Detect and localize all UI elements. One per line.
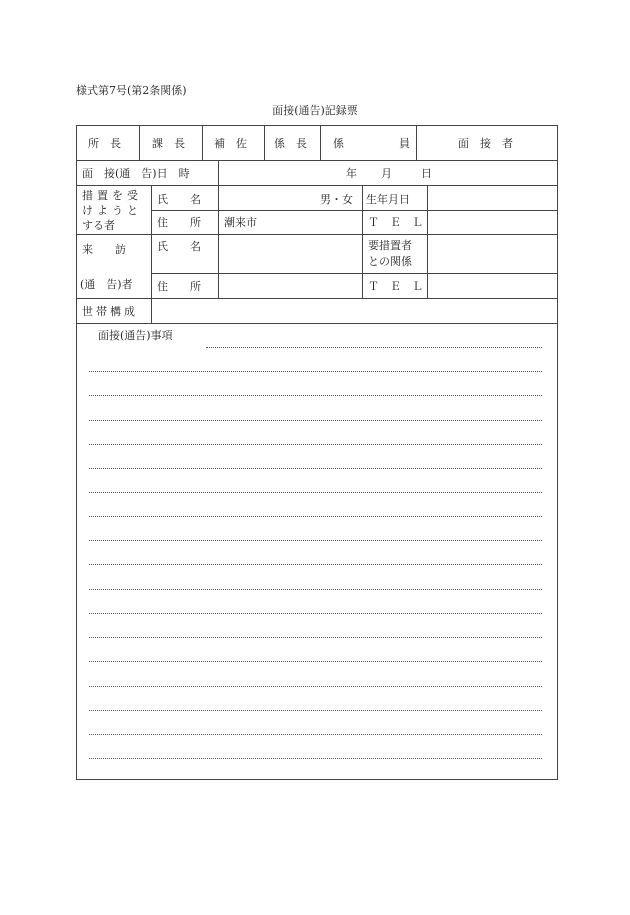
visitor-label-line2: (通 告)者: [80, 278, 133, 291]
col-divider: [151, 185, 152, 323]
col-divider: [427, 185, 428, 298]
subject-gender: 男・女: [320, 193, 353, 206]
visitor-name-label: 氏 名: [157, 240, 201, 253]
subject-name-label: 氏 名: [157, 193, 201, 206]
col-divider: [362, 185, 363, 298]
writing-line: [89, 734, 542, 735]
form-number: 様式第7号(第2条関係): [76, 84, 187, 97]
writing-line: [89, 444, 542, 445]
subject-birthdate-label: 生年月日: [366, 193, 410, 206]
director-cell: 所 長: [88, 137, 121, 150]
writing-line: [89, 540, 542, 541]
matters-label: 面接(通告)事項: [98, 329, 173, 342]
writing-line: [89, 589, 542, 590]
subject-label-line2: けようと: [82, 204, 142, 217]
subject-label-line1: 措置を受: [82, 189, 142, 202]
writing-line: [89, 371, 542, 372]
row-divider: [76, 185, 557, 186]
subject-address-label: 住 所: [157, 216, 201, 229]
writing-line: [89, 686, 542, 687]
visitor-tel-label: Ｔ Ｅ Ｌ: [368, 280, 423, 293]
row-divider: [151, 210, 557, 211]
col-divider: [218, 160, 219, 185]
row-divider: [76, 160, 557, 161]
month-label: 月: [381, 167, 392, 180]
table-border: [76, 125, 558, 780]
col-divider: [416, 125, 417, 160]
form-title: 面接(通告)記録票: [272, 104, 358, 117]
deputy-cell: 補 佐: [214, 137, 247, 150]
year-label: 年: [346, 167, 357, 180]
writing-line: [89, 758, 542, 759]
writing-line: [89, 492, 542, 493]
visitor-relation-line2: との関係: [368, 255, 412, 268]
section-chief-cell: 課 長: [152, 137, 185, 150]
writing-line: [89, 468, 542, 469]
staff-cell: 係 員: [333, 137, 410, 150]
visitor-address-label: 住 所: [157, 280, 201, 293]
col-divider: [139, 125, 140, 160]
writing-line: [89, 564, 542, 565]
subject-tel-label: Ｔ Ｅ Ｌ: [368, 216, 423, 229]
writing-line: [89, 395, 542, 396]
writing-line: [206, 347, 542, 348]
household-label: 世帯構成: [82, 305, 138, 318]
row-divider: [76, 323, 557, 324]
writing-line: [89, 420, 542, 421]
row-divider: [76, 234, 557, 235]
col-divider: [218, 185, 219, 298]
day-label: 日: [421, 167, 432, 180]
writing-line: [89, 661, 542, 662]
writing-line: [89, 710, 542, 711]
subject-label-line3: する者: [82, 219, 115, 232]
writing-line: [89, 613, 542, 614]
interview-datetime-label: 面 接(通 告)日 時: [82, 167, 190, 180]
writing-line: [89, 516, 542, 517]
subsection-chief-cell: 係 長: [274, 137, 307, 150]
visitor-label-line1: 来 訪: [82, 243, 126, 256]
row-divider: [76, 298, 557, 299]
interviewer-cell: 面 接 者: [458, 137, 513, 150]
row-divider: [151, 273, 557, 274]
subject-address-value: 潮来市: [224, 216, 257, 229]
col-divider: [202, 125, 203, 160]
visitor-relation-line1: 要措置者: [368, 239, 412, 252]
col-divider: [320, 125, 321, 160]
col-divider: [264, 125, 265, 160]
writing-line: [89, 637, 542, 638]
